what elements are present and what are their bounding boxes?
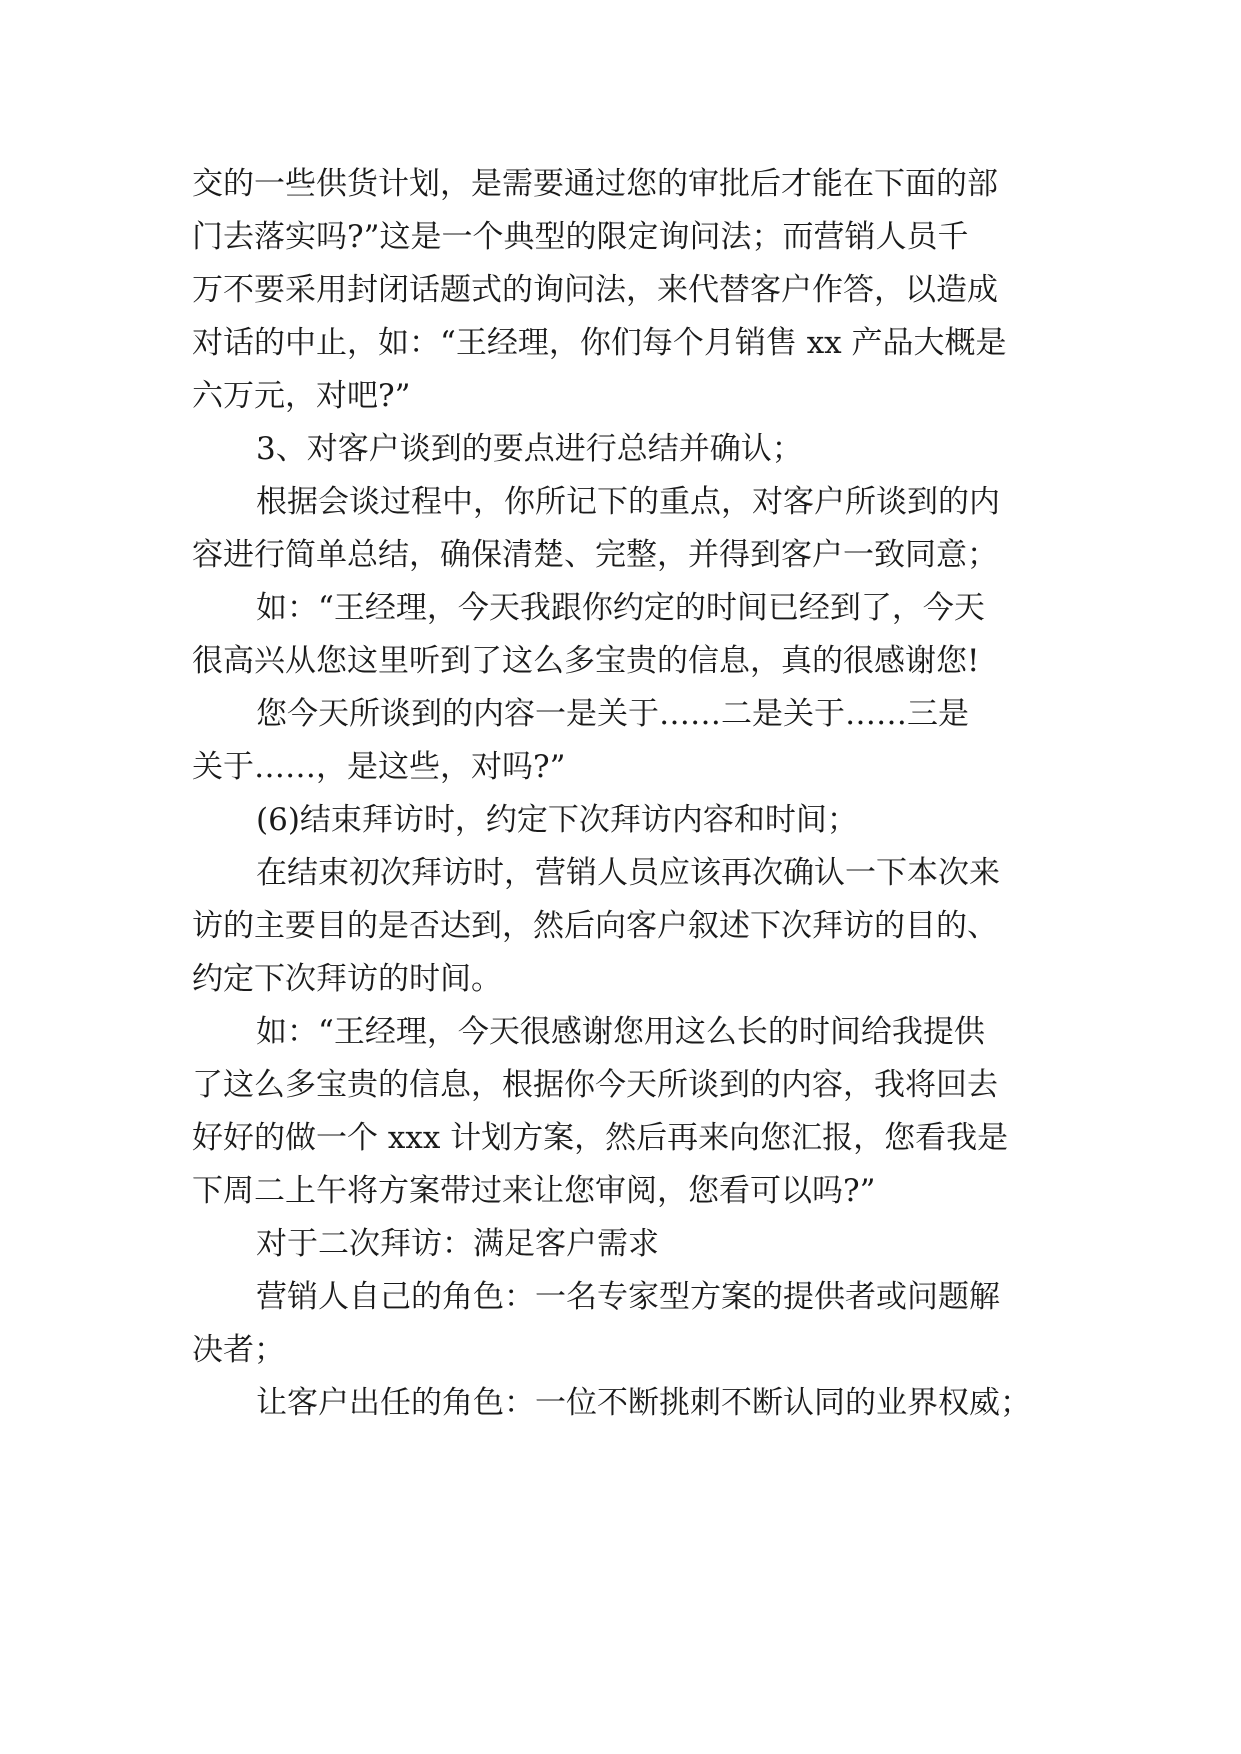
text-line: 门去落实吗?”这是一个典型的限定询问法；而营销人员千 (192, 219, 969, 255)
section-heading: (6)结束拜访时，约定下次拜访内容和时间； (256, 802, 858, 838)
text-line: 让客户出任的角色：一位不断挑刺不断认同的业界权威； (256, 1385, 1031, 1421)
text-line: 如：“王经理，今天很感谢您用这么长的时间给我提供 (256, 1014, 985, 1050)
text-line: 容进行简单总结，确保清楚、完整，并得到客户一致同意； (192, 537, 998, 573)
text-line: 好好的做一个 xxx 计划方案，然后再来向您汇报，您看我是 (192, 1120, 1009, 1156)
text-line: 很高兴从您这里听到了这么多宝贵的信息，真的很感谢您! (192, 643, 980, 679)
text-line: 在结束初次拜访时，营销人员应该再次确认一下本次来 (256, 855, 1000, 891)
text-line: 对话的中止，如：“王经理，你们每个月销售 xx 产品大概是 (192, 325, 1007, 361)
text-line: 访的主要目的是否达到，然后向客户叙述下次拜访的目的、 (192, 908, 998, 944)
text-line: 如：“王经理，今天我跟你约定的时间已经到了，今天 (256, 590, 985, 626)
text-line: 了这么多宝贵的信息，根据你今天所谈到的内容，我将回去 (192, 1067, 998, 1103)
section-heading: 3、对客户谈到的要点进行总结并确认； (256, 431, 803, 467)
text-line: 六万元，对吧?” (192, 378, 411, 414)
text-line: 您今天所谈到的内容一是关于……二是关于……三是 (256, 696, 969, 732)
text-line: 交的一些供货计划，是需要通过您的审批后才能在下面的部 (192, 166, 998, 202)
section-heading: 对于二次拜访：满足客户需求 (256, 1226, 659, 1262)
text-line: 万不要采用封闭话题式的询问法，来代替客户作答，以造成 (192, 272, 998, 308)
text-line: 下周二上午将方案带过来让您审阅，您看可以吗?” (192, 1173, 876, 1209)
text-line: 约定下次拜访的时间。 (192, 961, 502, 997)
text-line: 根据会谈过程中，你所记下的重点，对客户所谈到的内 (256, 484, 1000, 520)
text-line: 关于……，是这些，对吗?” (192, 749, 566, 785)
text-line: 决者； (192, 1332, 285, 1368)
text-line: 营销人自己的角色：一名专家型方案的提供者或问题解 (256, 1279, 1000, 1315)
